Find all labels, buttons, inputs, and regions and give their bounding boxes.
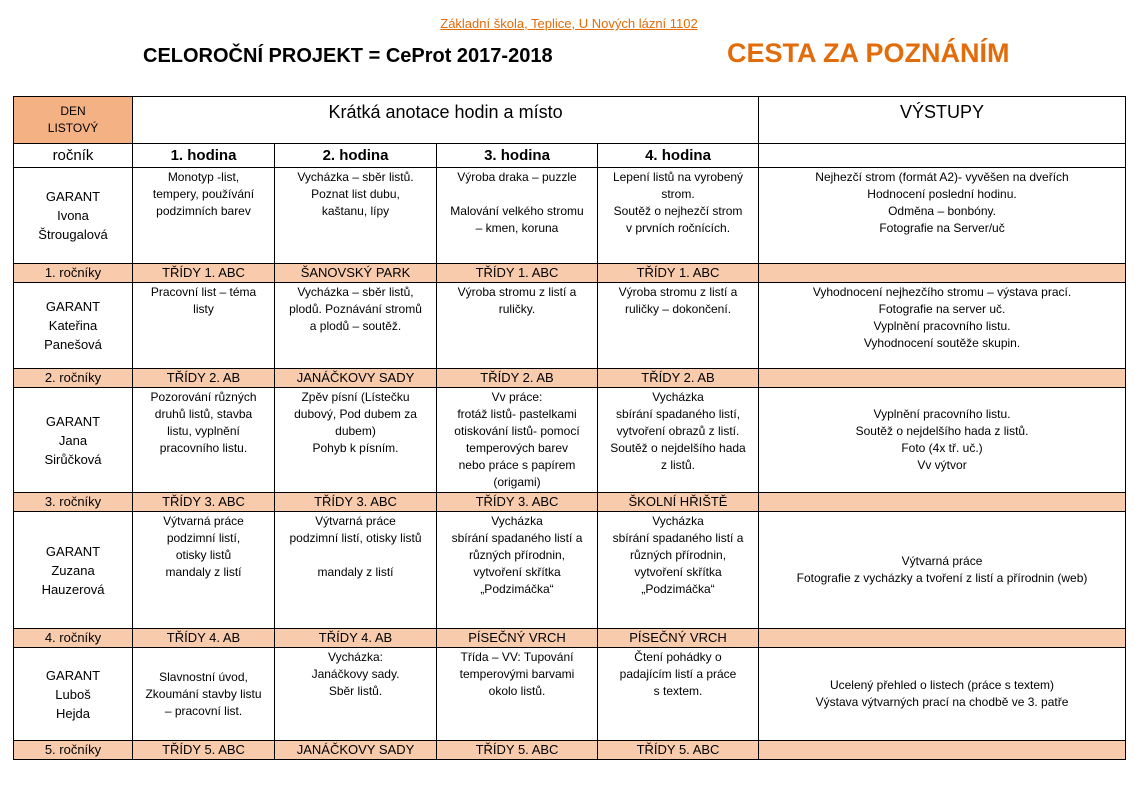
text-line: otisky listů [175,548,232,562]
activity-cell [598,648,759,741]
activity-cell [275,388,437,493]
text-line: Luboš [55,686,91,702]
hours-row [14,144,1126,168]
outputs-cell [759,512,1126,629]
text-line: LISTOVÝ [47,121,99,135]
text-line: „Podzimáčka“ [641,582,715,596]
text-line: Ivona [57,208,89,223]
text-line: Pracovní list – téma [150,285,257,299]
place-cell: TŘÍDY 2. AB [133,369,275,388]
text-line: Hauzerová [41,581,105,597]
text-line: Vv práce: [491,390,543,404]
outputs-cell [759,648,1126,741]
activity-row [14,648,1126,741]
text-line: Vyhodnocení nejhezčího stromu – výstava prací. [812,285,1072,299]
empty-cell [759,369,1126,388]
activity-cell [133,648,275,741]
text-line: plodů. Poznávání stromů [289,302,422,316]
text-line: Malování velkého stromu [450,204,584,218]
text-line: Fotografie z vycházky a tvoření z listí a přírodnin (web) [796,571,1088,585]
activity-cell [437,388,598,493]
grade-label: 1. ročníky [14,264,133,283]
text-line: Vv výtvor [917,458,967,472]
text-line: – pracovní list. [164,703,243,718]
text-line: Vycházka – sběr listů. [297,170,414,184]
activity-cell [598,168,759,264]
text-line: tempery, používání [152,187,255,201]
place-cell: TŘÍDY 1. ABC [133,264,275,283]
text-line: Nejhezčí strom (formát A2)- vyvěšen na dveřích [815,170,1069,184]
text-line: dubový, Pod dubem za [294,407,417,421]
text-line: Vyplnění pracovního listu. [873,319,1011,333]
text-line: Výroba stromu z listí a [457,285,577,299]
text-line: Foto (4x tř. uč.) [901,441,983,455]
activity-cell [275,283,437,369]
text-line: Jana [58,432,88,448]
grade-row [14,493,1126,512]
place-cell: TŘÍDY 3. ABC [437,493,598,512]
hour-header: 1. hodina [133,144,275,168]
outputs-cell [759,168,1126,264]
activity-cell [133,512,275,629]
outputs-cell [759,283,1126,369]
text-line: (origami) [493,475,541,489]
text-line: Soutěž o nejdelšího hada z listů. [855,424,1029,438]
text-line: padajícím listí a práce [619,667,737,681]
place-cell: TŘÍDY 1. ABC [598,264,759,283]
text-line: Vycházka: [328,650,383,664]
activity-row [14,512,1126,629]
text-line: Čtení pohádky o [634,650,722,664]
text-line: Janáčkovy sady. [311,667,400,681]
garant-cell [14,388,133,493]
rocnik-label: ročník [14,144,133,168]
activity-cell [437,283,598,369]
text-line: druhů listů, stavba [154,407,253,421]
text-line: Štrougalová [38,227,108,242]
text-line: Soutěž o nejhezčí strom [613,204,743,218]
place-cell: TŘÍDY 3. ABC [133,493,275,512]
text-line: Vycházka [491,514,543,528]
hour-header: 2. hodina [275,144,437,168]
text-line: vytvoření skřítka [473,565,561,579]
text-line: Třída – VV: Tupování [460,650,574,664]
text-line: v prvních ročnících. [625,221,731,235]
text-line: GARANT [45,667,101,683]
outputs-header: VÝSTUPY [759,97,1126,144]
text-line: Výtvarná práce [315,514,396,528]
text-line: Výstava výtvarných prací na chodbě ve 3. patře [815,695,1069,709]
text-line: GARANT [45,543,101,559]
text-line: různých přírodnin, [629,548,727,562]
activity-cell [437,512,598,629]
text-line: ruličky. [498,302,536,316]
empty-cell [759,144,1126,168]
empty-cell [759,741,1126,760]
text-line: Hejda [56,705,90,721]
garant-cell [14,168,133,264]
text-line: Vyhodnocení soutěže skupin. [863,336,1021,350]
grade-label: 5. ročníky [14,741,133,760]
place-cell: ŠANOVSKÝ PARK [275,264,437,283]
text-line: Monotyp -list, [167,170,240,184]
place-cell: TŘÍDY 3. ABC [275,493,437,512]
text-line: Výroba draka – puzzle [457,170,577,184]
grade-row [14,264,1126,283]
text-line: Vycházka – sběr listů, [297,285,414,299]
text-line [278,547,433,564]
project-table [13,96,1126,760]
text-line [440,186,594,203]
grade-row [14,741,1126,760]
place-cell: PÍSEČNÝ VRCH [437,629,598,648]
text-line: temperových barev [465,441,569,455]
text-line: Výtvarná práce [901,554,983,568]
grade-label: 4. ročníky [14,629,133,648]
place-cell: PÍSEČNÝ VRCH [598,629,759,648]
empty-cell [759,264,1126,283]
activity-cell [437,168,598,264]
school-link[interactable]: Základní škola, Teplice, U Nových lázní 1102 [440,16,698,31]
garant-cell [14,512,133,629]
text-line: okolo listů. [488,684,546,698]
text-line: mandaly z listí [165,565,242,579]
text-line: sbírání spadaného listí a [451,531,583,545]
activity-cell [598,388,759,493]
text-line: – kmen, koruna [475,221,559,235]
text-line: Vycházka [652,390,704,404]
place-cell: TŘÍDY 2. AB [598,369,759,388]
text-line: listy [193,302,214,316]
text-line: nebo práce s papírem [458,458,576,472]
text-line: Hodnocení poslední hodinu. [867,187,1017,201]
hour-header: 3. hodina [437,144,598,168]
text-line: Fotografie na Server/uč [879,221,1005,235]
empty-cell [759,493,1126,512]
text-line: Výtvarná práce [163,514,244,528]
activity-cell [598,283,759,369]
place-cell: ŠKOLNÍ HŘIŠTĚ [598,493,759,512]
place-cell: TŘÍDY 5. ABC [437,741,598,760]
text-line: Kateřina [48,318,98,333]
activity-cell [133,168,275,264]
place-cell: JANÁČKOVY SADY [275,369,437,388]
text-line: Zuzana [51,562,95,578]
text-line: Odměna – bonbóny. [888,204,996,218]
text-line: podzimní listí, [166,531,241,545]
grade-row [14,629,1126,648]
place-cell: TŘÍDY 1. ABC [437,264,598,283]
activity-cell [437,648,598,741]
outputs-cell [759,388,1126,493]
text-line: sbírání spadaného listí, [615,407,741,421]
text-line: otiskování listů- pomocí [454,424,580,438]
activity-cell [275,512,437,629]
place-cell: TŘÍDY 5. ABC [133,741,275,760]
text-line: kaštanu, lípy [321,204,390,218]
text-line: GARANT [45,299,101,314]
text-line: DEN [60,104,86,118]
activity-cell [275,168,437,264]
text-line: Vycházka [652,514,704,528]
text-line: Sběr listů. [328,684,383,698]
header-row [14,97,1126,144]
den-listovy-cell [14,97,133,144]
text-line: strom. [661,187,695,201]
annotation-header: Krátká anotace hodin a místo [133,97,759,144]
text-line: s textem. [653,684,703,698]
grade-label: 3. ročníky [14,493,133,512]
activity-row [14,168,1126,264]
text-line: Panešová [44,337,102,352]
activity-cell [598,512,759,629]
garant-cell [14,283,133,369]
text-line: dubem) [335,424,376,438]
text-line: Vyplnění pracovního listu. [873,407,1011,421]
text-line: z listů. [661,458,696,472]
hour-header: 4. hodina [598,144,759,168]
text-line: „Podzimáčka“ [480,582,554,596]
activity-row [14,283,1126,369]
text-line: Výroba stromu z listí a [618,285,738,299]
garant-cell [14,648,133,741]
text-line: ruličky – dokončení. [624,302,732,316]
place-cell: TŘÍDY 2. AB [437,369,598,388]
project-motto: CESTA ZA POZNÁNÍM [727,38,1010,68]
empty-cell [759,629,1126,648]
text-line: Slavnostní úvod, [159,669,248,684]
place-cell: TŘÍDY 5. ABC [598,741,759,760]
place-cell: TŘÍDY 4. AB [275,629,437,648]
grade-label: 2. ročníky [14,369,133,388]
text-line: pracovního listu. [159,441,248,455]
text-line: Pohyb k písním. [312,441,399,455]
activity-cell [275,648,437,741]
place-cell: TŘÍDY 4. AB [133,629,275,648]
text-line: vytvoření skřítka [634,565,722,579]
place-cell: JANÁČKOVY SADY [275,741,437,760]
text-line: temperovými barvami [459,667,575,681]
text-line: GARANT [45,189,101,204]
activity-row [14,388,1126,493]
activity-cell [133,388,275,493]
text-line: Zpěv písní (Lístečku [301,390,410,404]
text-line: Sirůčková [44,451,102,467]
text-line: listu, vyplnění [167,424,240,438]
text-line: podzimních barev [156,204,251,218]
text-line: Lepení listů na vyrobený [612,170,744,184]
text-line: Soutěž o nejdelšího hada [610,441,746,455]
text-line: Zkoumání stavby listu [145,686,262,701]
grade-row [14,369,1126,388]
text-line: Poznat list dubu, [311,187,400,201]
text-line: sbírání spadaného listí a [612,531,744,545]
text-line: Ucelený přehled o listech (práce s textem) [829,678,1055,692]
project-title: CELOROČNÍ PROJEKT = CeProt 2017-2018 [143,45,553,67]
text-line: frotáž listů- pastelkami [457,407,577,421]
text-line: Pozorování různých [150,390,257,404]
activity-cell [133,283,275,369]
text-line: různých přírodnin, [468,548,566,562]
text-line: Fotografie na server uč. [878,302,1006,316]
text-line: vytvoření obrazů z listí. [616,424,740,438]
text-line: mandaly z listí [317,565,394,579]
text-line: podzimní listí, otisky listů [289,531,422,545]
text-line: a plodů – soutěž. [309,319,402,333]
text-line: GARANT [45,413,101,429]
